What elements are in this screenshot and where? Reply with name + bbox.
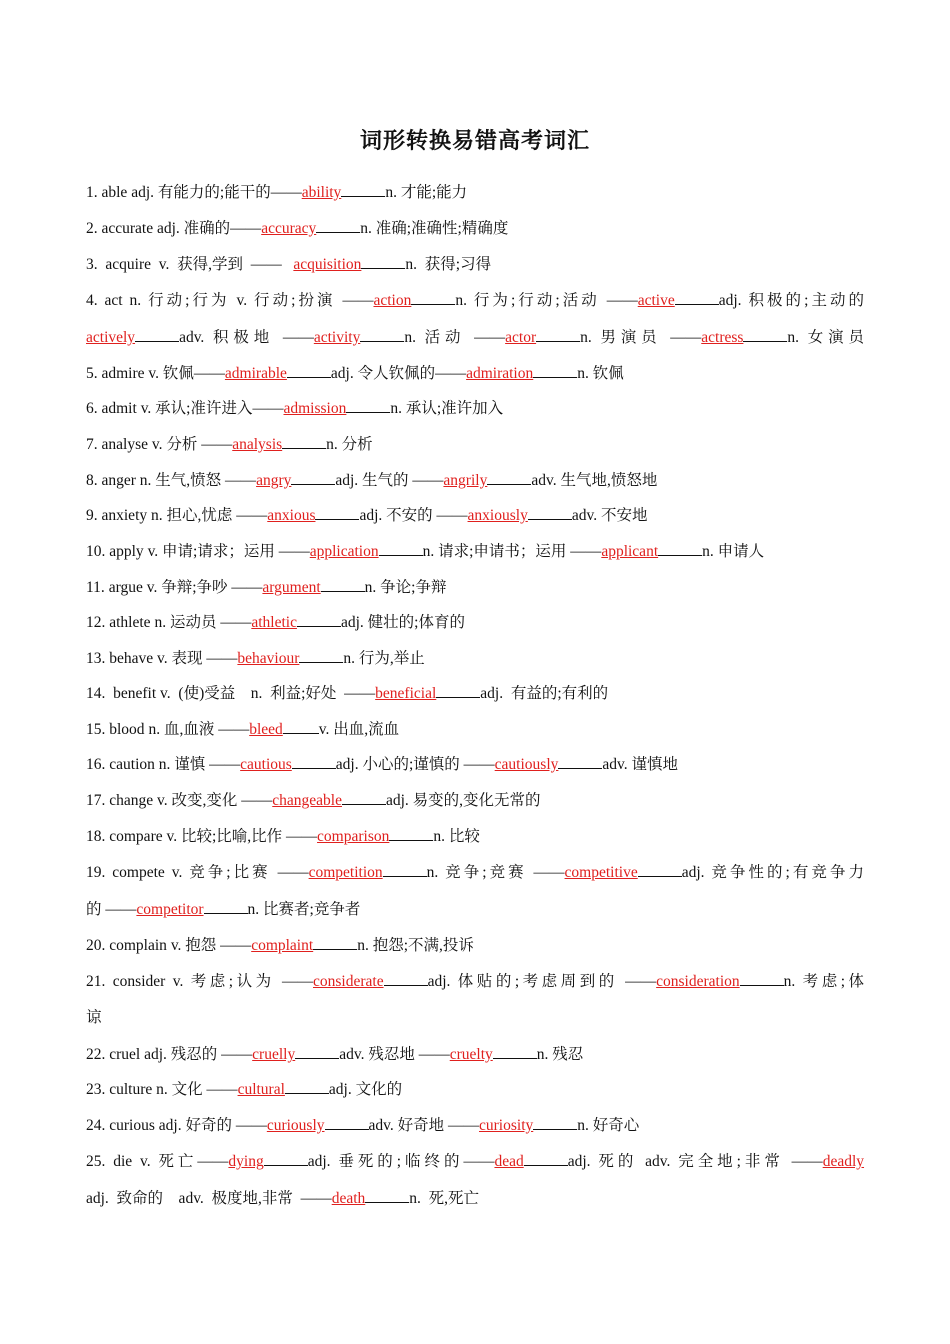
answer: death <box>331 1190 366 1207</box>
answer: acquisition <box>293 256 362 273</box>
answer: beneficial <box>375 685 437 702</box>
list-item: 24. curious adj. 好奇的 ——curiously adv. 好奇地 ——curiosity n. 好奇心 <box>86 1114 639 1136</box>
answer: dying <box>228 1153 264 1170</box>
answer: action <box>373 292 412 309</box>
list-item: 20. complain v. 抱怨 ——complaint n. 抱怨;不满,投诉 <box>86 934 474 956</box>
answer: curiosity <box>479 1117 534 1134</box>
answer: application <box>309 543 379 560</box>
list-item: 9. anxiety n. 担心,忧虑 ——anxious adj. 不安的 ——anxiously adv. 不安地 <box>86 504 647 526</box>
answer: actively <box>86 329 136 346</box>
answer: applicant <box>601 543 659 560</box>
answer: admission <box>283 400 347 417</box>
answer: anxiously <box>467 507 528 524</box>
answer: complaint <box>251 937 314 954</box>
list-item: 14. benefit v. (使)受益 n. 利益;好处 ——beneficial adj. 有益的;有利的 <box>86 682 608 704</box>
answer: actress <box>701 329 744 346</box>
answer: admirable <box>224 365 287 382</box>
answer: dead <box>494 1153 524 1170</box>
list-item: 15. blood n. 血,血液 ——bleed v. 出血,流血 <box>86 718 399 740</box>
answer: bleed <box>249 721 283 738</box>
list-item: 13. behave v. 表现 ——behaviour n. 行为,举止 <box>86 647 425 669</box>
answer: curiously <box>266 1117 325 1134</box>
answer: angrily <box>443 472 488 489</box>
list-item: 1. able adj. 有能力的;能干的——ability n. 才能;能力 <box>86 181 467 203</box>
page-title: 词形转换易错高考词汇 <box>359 128 590 153</box>
list-item: 23. culture n. 文化 ——cultural adj. 文化的 <box>86 1078 402 1100</box>
list-item: 5. admire v. 钦佩——admirable adj. 令人钦佩的——admiration n. 钦佩 <box>86 362 624 384</box>
answer: anxious <box>267 507 316 524</box>
list-item: 22. cruel adj. 残忍的 ——cruelly adv. 残忍地 ——cruelty n. 残忍 <box>86 1043 583 1065</box>
answer: deadly <box>822 1153 865 1170</box>
answer: cruelty <box>449 1046 493 1063</box>
answer: changeable <box>272 792 342 809</box>
list-item: 21. consider v. 考虑;认为 ——considerate adj. 体贴的;考虑周到的 ——consideration n. 考虑;体 <box>86 970 864 992</box>
answer: angry <box>256 472 292 489</box>
list-item: 2. accurate adj. 准确的——accuracy n. 准确;准确性;精确度 <box>86 217 508 239</box>
answer: activity <box>313 329 361 346</box>
list-item-continuation: 的 ——competitor n. 比赛者;竞争者 <box>86 898 360 920</box>
list-item: 12. athlete n. 运动员 ——athletic adj. 健壮的;体育的 <box>86 611 465 633</box>
answer: cultural <box>237 1081 285 1098</box>
answer: competitor <box>136 901 204 918</box>
list-item: 4. act n. 行动;行为 v. 行动;扮演 ——action n. 行为;行动;活动 ——active adj. 积极的;主动的 <box>86 289 864 311</box>
list-item-continuation: 谅 <box>86 1009 102 1026</box>
list-item: 18. compare v. 比较;比喻,比作 ——comparison n. 比较 <box>86 825 480 847</box>
answer: comparison <box>317 828 390 845</box>
list-item-continuation: adj. 致命的 adv. 极度地,非常 ——death n. 死,死亡 <box>86 1187 479 1209</box>
answer: competitive <box>564 864 638 881</box>
answer: cautiously <box>494 756 559 773</box>
list-item: 25. die v. 死亡——dying adj. 垂死的;临终的——dead adj. 死的 adv. 完全地;非常 ——deadly <box>86 1150 864 1172</box>
list-item: 8. anger n. 生气,愤怒 ——angry adj. 生气的 ——angrily adv. 生气地,愤怒地 <box>86 469 657 491</box>
answer: argument <box>262 579 321 596</box>
list-item: 7. analyse v. 分析 ——analysis n. 分析 <box>86 433 373 455</box>
list-item: 10. apply v. 申请;请求；运用 ——application n. 请求;申请书；运用 ——applicant n. 申请人 <box>86 540 764 562</box>
answer: considerate <box>313 973 384 990</box>
list-item-continuation: actively adv. 积极地 ——activity n. 活动 ——actor n. 男演员 ——actress n. 女演员 <box>86 326 864 348</box>
answer: behaviour <box>237 650 300 667</box>
list-item: 19. compete v. 竞争;比赛 ——competition n. 竞争;竞赛 ——competitive adj. 竞争性的;有竞争力 <box>86 861 864 883</box>
answer: competition <box>308 864 383 881</box>
list-item: 16. caution n. 谨慎 ——cautious adj. 小心的;谨慎的 ——cautiously adv. 谨慎地 <box>86 753 678 775</box>
answer: consideration <box>656 973 740 990</box>
answer: analysis <box>232 436 283 453</box>
answer: ability <box>301 184 342 201</box>
answer: active <box>637 292 675 309</box>
list-item: 6. admit v. 承认;准许进入——admission n. 承认;准许加入 <box>86 397 503 419</box>
answer: actor <box>505 329 537 346</box>
answer: cautious <box>240 756 292 773</box>
answer: cruelly <box>252 1046 296 1063</box>
answer: admiration <box>466 365 534 382</box>
list-item: 3. acquire v. 获得,学到 —— acquisition n. 获得;习得 <box>86 253 491 275</box>
answer: accuracy <box>261 220 317 237</box>
list-item: 17. change v. 改变,变化 ——changeable adj. 易变的,变化无常的 <box>86 789 541 811</box>
list-item: 11. argue v. 争辩;争吵 ——argument n. 争论;争辩 <box>86 576 446 598</box>
answer: athletic <box>251 614 297 631</box>
